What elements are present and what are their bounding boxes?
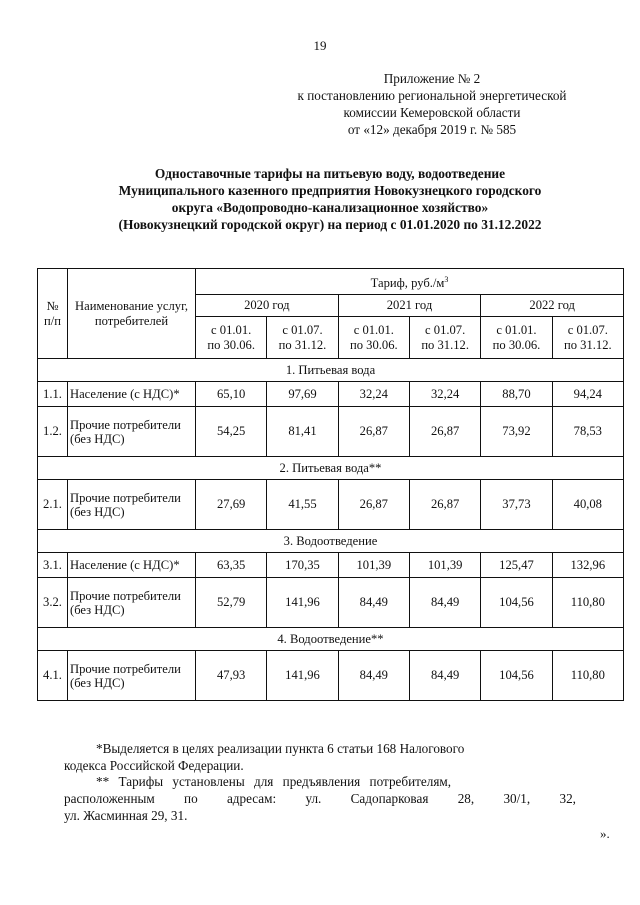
row-value: 132,96 <box>552 553 623 578</box>
title-line: (Новокузнецкий городской округ) на период с 01.01.2020 по 31.12.2022 <box>118 217 542 232</box>
appendix-block <box>267 70 597 138</box>
row-value: 54,25 <box>196 407 267 457</box>
row-value: 84,49 <box>409 651 480 701</box>
row-value: 32,24 <box>409 382 480 407</box>
title-line: Муниципального казенного предприятия Новокузнецкого городского <box>118 183 542 198</box>
row-value: 84,49 <box>409 578 480 628</box>
row-name: Прочие потребители (без НДС) <box>68 578 196 628</box>
closing-quote: ». <box>600 826 610 841</box>
table-row <box>38 553 624 578</box>
section-title: 2. Питьевая вода** <box>38 457 624 480</box>
row-value: 125,47 <box>481 553 552 578</box>
row-name: Прочие потребители (без НДС) <box>68 651 196 701</box>
period-to: по 30.06. <box>207 337 255 352</box>
header-period <box>338 317 409 359</box>
header-period <box>267 317 338 359</box>
appendix-line: от «12» декабря 2019 г. № 585 <box>347 122 517 137</box>
row-value: 104,56 <box>481 651 552 701</box>
row-value: 84,49 <box>338 578 409 628</box>
row-value: 52,79 <box>196 578 267 628</box>
row-value: 26,87 <box>338 407 409 457</box>
footnote-word: 28, <box>457 791 475 806</box>
footnote-word: адресам: <box>226 791 277 806</box>
header-year: 2021 год <box>338 295 481 317</box>
row-value: 26,87 <box>409 407 480 457</box>
footnote-vat <box>64 740 576 774</box>
row-name: Население (с НДС)* <box>68 553 196 578</box>
footnote-word: расположенным <box>64 791 155 806</box>
footnote-word: 30/1, <box>503 791 531 806</box>
header-num: № п/п <box>38 269 68 359</box>
row-value: 170,35 <box>267 553 338 578</box>
row-value: 40,08 <box>552 480 623 530</box>
row-value: 63,35 <box>196 553 267 578</box>
row-value: 32,24 <box>338 382 409 407</box>
header-tariff-sup: 3 <box>444 274 449 284</box>
header-tariff-label: Тариф, руб./м <box>370 276 445 291</box>
footnote-word: по <box>184 791 198 806</box>
period-to: по 31.12. <box>563 337 612 352</box>
section-title: 3. Водоотведение <box>38 530 624 553</box>
table-row <box>38 578 624 628</box>
table-row <box>38 382 624 407</box>
appendix-line: комиссии Кемеровской области <box>343 105 521 120</box>
header-year: 2020 год <box>196 295 339 317</box>
footnote-line: ** Тарифы установлены для предъявления потребителям, <box>96 774 452 789</box>
title-line: округа «Водопроводно-канализационное хозяйство» <box>171 200 489 215</box>
row-value: 41,55 <box>267 480 338 530</box>
header-tariff <box>196 269 624 295</box>
footnote-word: 32, <box>559 791 576 806</box>
row-value: 110,80 <box>552 578 623 628</box>
row-value: 101,39 <box>338 553 409 578</box>
row-value: 27,69 <box>196 480 267 530</box>
header-name: Наименование услуг, потребителей <box>68 269 196 359</box>
period-to: по 30.06. <box>349 337 398 352</box>
table-row <box>38 651 624 701</box>
header-period <box>552 317 623 359</box>
section-title: 4. Водоотведение** <box>38 628 624 651</box>
row-name: Прочие потребители (без НДС) <box>68 480 196 530</box>
row-value: 101,39 <box>409 553 480 578</box>
section-title: 1. Питьевая вода <box>38 359 624 382</box>
period-from: с 01.07. <box>425 322 466 337</box>
page-number: 19 <box>313 38 327 53</box>
row-num: 4.1. <box>38 651 68 701</box>
tariff-table <box>37 268 624 701</box>
section-row <box>38 359 624 382</box>
footnote-addresses <box>64 773 576 824</box>
row-value: 94,24 <box>552 382 623 407</box>
row-value: 78,53 <box>552 407 623 457</box>
header-period <box>196 317 267 359</box>
section-row <box>38 628 624 651</box>
row-value: 37,73 <box>481 480 552 530</box>
row-value: 47,93 <box>196 651 267 701</box>
period-from: с 01.07. <box>567 322 608 337</box>
row-value: 65,10 <box>196 382 267 407</box>
header-year: 2022 год <box>481 295 624 317</box>
header-period <box>409 317 480 359</box>
footnote-word: ул. <box>305 791 322 806</box>
footnote-line: ул. Жасминная 29, 31. <box>64 808 188 823</box>
appendix-line: к постановлению региональной энергетической <box>297 88 567 103</box>
row-value: 141,96 <box>267 651 338 701</box>
row-value: 26,87 <box>338 480 409 530</box>
period-from: с 01.01. <box>211 322 252 337</box>
row-num: 3.1. <box>38 553 68 578</box>
period-from: с 01.01. <box>353 322 394 337</box>
header-period <box>481 317 552 359</box>
period-to: по 30.06. <box>492 337 541 352</box>
row-value: 104,56 <box>481 578 552 628</box>
row-num: 3.2. <box>38 578 68 628</box>
row-value: 110,80 <box>552 651 623 701</box>
row-value: 81,41 <box>267 407 338 457</box>
row-num: 2.1. <box>38 480 68 530</box>
document-title <box>30 165 630 233</box>
period-from: с 01.01. <box>496 322 537 337</box>
period-from: с 01.07. <box>282 322 323 337</box>
row-value: 73,92 <box>481 407 552 457</box>
footnote-line: *Выделяется в целях реализации пункта 6 статьи 168 Налогового <box>96 741 465 756</box>
row-num: 1.2. <box>38 407 68 457</box>
row-num: 1.1. <box>38 382 68 407</box>
row-value: 97,69 <box>267 382 338 407</box>
row-name: Население (с НДС)* <box>68 382 196 407</box>
period-to: по 31.12. <box>421 337 469 352</box>
appendix-line: Приложение № 2 <box>383 71 481 86</box>
row-value: 84,49 <box>338 651 409 701</box>
row-value: 26,87 <box>409 480 480 530</box>
title-line: Одноставочные тарифы на питьевую воду, водоотведение <box>154 166 506 181</box>
row-value: 88,70 <box>481 382 552 407</box>
section-row <box>38 530 624 553</box>
table-row <box>38 480 624 530</box>
footnote-line-justified <box>64 790 576 807</box>
section-row <box>38 457 624 480</box>
row-value: 141,96 <box>267 578 338 628</box>
table-row <box>38 407 624 457</box>
footnote-word: Садопарковая <box>350 791 429 806</box>
period-to: по 31.12. <box>278 337 327 352</box>
footnote-line: кодекса Российской Федерации. <box>64 758 244 773</box>
row-name: Прочие потребители (без НДС) <box>68 407 196 457</box>
